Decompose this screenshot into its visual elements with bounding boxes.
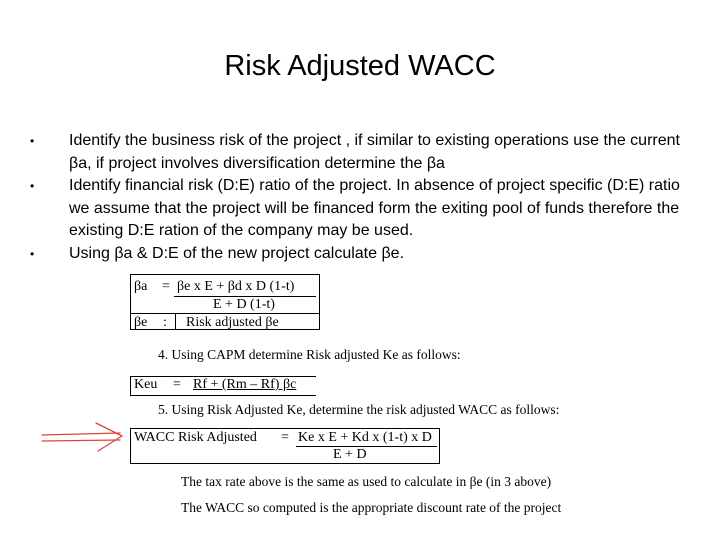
arrow-shaft-upper <box>42 433 120 435</box>
beta-numerator: βe x E + βd x D (1-t) <box>177 279 295 294</box>
arrow-head <box>96 423 122 451</box>
bullet-item <box>30 243 680 266</box>
wacc-denominator: E + D <box>333 447 367 462</box>
bullet-text: Identify financial risk (D:E) ratio of the project. In absence of project specific (D:E) ratio we assume that the project will be financed form the exiting pool of funds therefore the existing D:E ration of the company may be used. <box>69 177 680 239</box>
note-tax-rate: The tax rate above is the same as used to calculate in βe (in 3 above) <box>181 474 552 489</box>
bullet-text: Using βa & D:E of the new project calculate βe. <box>69 244 405 262</box>
ke-border-left <box>130 376 131 396</box>
capm-formula: Rf + (Rm – Rf) βc <box>193 377 297 392</box>
bullet-dot: • <box>30 246 35 261</box>
bullet-item <box>30 130 680 175</box>
colon-sign: : <box>163 315 167 330</box>
bullet-item <box>30 175 680 243</box>
step-4-text: 4. Using CAPM determine Risk adjusted Ke as follows: <box>158 347 461 362</box>
arrow-strokes <box>42 423 122 451</box>
bullet-dot: • <box>30 134 35 148</box>
wacc-label: WACC Risk Adjusted <box>134 430 257 445</box>
formula-border-top <box>130 274 320 275</box>
wacc-border-left <box>130 428 131 464</box>
slide-title: Risk Adjusted WACC <box>224 50 496 82</box>
wacc-border-bottom <box>130 463 440 464</box>
equals-sign: = <box>281 430 289 445</box>
keu-label: Keu <box>134 377 158 392</box>
beta-e-definition: Risk adjusted βe <box>186 315 279 330</box>
annotation-arrow-icon <box>38 420 128 456</box>
row-divider <box>130 313 320 314</box>
beta-a-label: βa <box>134 279 148 294</box>
note-discount-rate: The WACC so computed is the appropriate discount rate of the project <box>181 500 562 515</box>
wacc-border-right <box>439 428 440 464</box>
step-5-text: 5. Using Risk Adjusted Ke, determine the risk adjusted WACC as follows: <box>158 402 560 417</box>
wacc-border-top <box>130 428 440 429</box>
bullet-list <box>30 130 680 265</box>
beta-denominator: E + D (1-t) <box>213 297 275 312</box>
bullet-text: Identify the business risk of the project , if similar to existing operations use the current βa, if project involves diversification determine the βa <box>69 132 680 172</box>
formula-border-left <box>130 274 131 330</box>
ke-border-bottom <box>130 395 316 396</box>
wacc-numerator: Ke x E + Kd x (1-t) x D <box>298 430 432 445</box>
cell-divider <box>175 313 176 330</box>
equals-sign: = <box>173 377 181 392</box>
bullet-dot: • <box>30 179 35 193</box>
beta-e-label: βe <box>134 315 148 330</box>
arrow-shaft-lower <box>42 440 120 441</box>
equals-sign: = <box>162 279 170 294</box>
formula-border-right <box>319 274 320 330</box>
